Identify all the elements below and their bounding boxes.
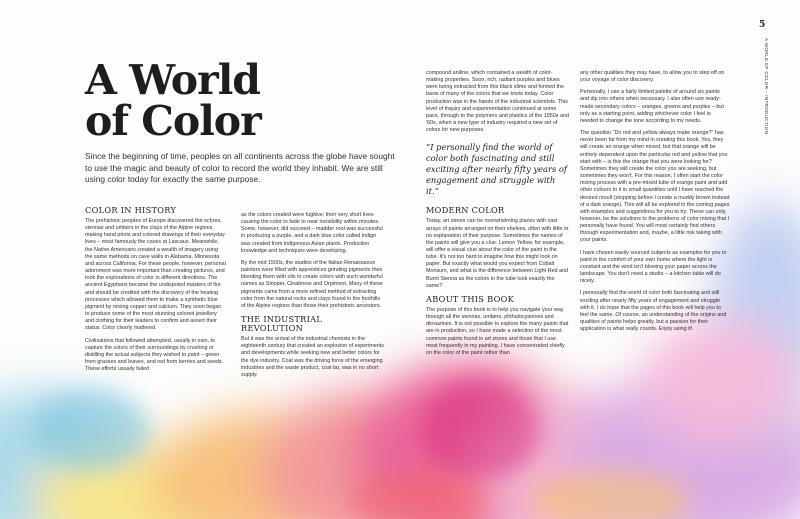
column-1 [85, 202, 227, 378]
running-head [762, 38, 770, 158]
heading-color-in-history: COLOR IN HISTORY [85, 205, 177, 215]
paragraph: But it was the arrival of the industrial chemists in the eighteenth century that created an explosion of experiments and developments while seeking new and better colors for the dye industry. Coal was the driving force of the emerging industries and the waste product, coal tar, was in no short supply. [241, 336, 384, 378]
title-line-1: A World [85, 56, 260, 104]
heading-modern-color: MODERN COLOR [426, 205, 505, 216]
paragraph: Today, art stores can be overwhelming places with vast arrays of paints arranged on their shelves, often with little or no explanation of their purpose. Sometimes the names of the paints will give you a clue: Lemon Yellow, for example, will offer a visual clue about the color of the paint in the tube. It's not too hard to imagine how this might look on paper. But exactly what would you expect from Cobalt Monsum, and what is the difference between Light Red and Burnt Sienna as the colors in the tube look exactly the same? [426, 218, 569, 289]
paragraph: The prehistoric peoples of Europe discovered the ochres, siennas and umbers in the clays of the Alpine regions, making hand prints and colored drawings of their everyday lives – most famously the caves at Lascaux. Meanwhile, the Native Americans created a wealth of imagery using the same methods on cave walls in Alabama, Minnesota and across California. For these people, however, personal adornment was more important than creating pictures, and took the explorations of color in different directions. The ancient Egyptians became the undisputed masters of fire and should be credited with the discovery of the heating processes which allowed them to make a synthetic blue pigment by mixing copper and calcium. They soon began to produce some of the most stunning colored jewellery and clothing for their leaders to confirm and assert their status. Color clearly mattered. [85, 218, 226, 332]
paragraph: The question “Do red and yellow always make orange?” has never been far from my mind in creating this book. Yes, they will create an orange when mixed, but that orange will be entirely dependent upon the particular red and yellow that you start with – is this the orange that you were looking for? Sometimes they will create the color you are seeking, but sometimes they won't. For this reason, I often start the color mixing process with a pre-mixed tube of orange paint and add other colours to it in small quantities until I have reached the desired result (stopping before I create a muddy brown instead of a dark orange). This will all be explored in the coming pages with examples and suggestions for you to try. These can only, however, be the solutions to the problems of color mixing that I personally have found. You will most certainly find others through experimentation and, maybe, a little risk taking with your paints. [580, 130, 730, 244]
column-3 [426, 70, 569, 362]
page-title [85, 56, 345, 145]
heading-about-this-book: ABOUT THIS BOOK [426, 293, 515, 304]
title-line-2: of Color [85, 97, 261, 145]
paragraph: as the colors created were fugitive; their very short lives causing the color to fade to near invisibility within minutes. Some, however, did succeed – madder root was successful in producing a purple, and a dark blue color called indigo was created from indigenous Asian plants. Production knowledge and techniques were developing. [241, 212, 383, 254]
running-head-text: A WORLD OF COLOR – INTRODUCTION [764, 38, 769, 135]
paragraph: By the mid 1500s, the studios of the Italian Renaissance painters were filled with apprentices grinding pigments then blending them with oils to create colors with such wonderful names as Sinoper, Cinabrese and Orpiment. Many of these pigments came from a more refined method of extracting color from the natural rocks and clays found in the foothills of the Alpine regions than those their prehistoric ancestors. [241, 259, 383, 309]
heading-industrial-revolution: THE INDUSTRIAL REVOLUTION [241, 314, 323, 334]
column-4 [580, 70, 730, 338]
paragraph: compound aniline, which contained a wealth of color-making properties. Soon, rich, radiant purples and blues were being extracted from this black slime and formed the basis of many of the colors that we know today. Color production was in the hands of the industrial scientists. This level of inquiry and experimentation continued at some pace, through to the polymers and plastics of the 1950s and '60s, when a new type of industry required a new set of colors for new purposes. [426, 70, 569, 134]
paragraph: The purpose of this book is to help you navigate your way through all the siennas, umbers, phthalocyanines and dioxazines. It is not possible to explore the many paints that are in production, so I have made a selection of the most common paints found in art stores and those that I use most frequently in my painting. I have concentrated chiefly on the color of the paint rather than [426, 306, 569, 356]
paragraph: Civilisations that followed attempted, usually in vain, to capture the colors of their surroundings by crushing or distilling the actual subjects they wished to paint – green from grasses and leaves, and red from berries and seeds. These efforts usually failed [85, 337, 224, 373]
paragraph: Personally, I use a fairly limited palette of around six paints and dip into others when necessary. I also often use ready-made secondary colors – oranges, greens and purples – but only as a starting point, adding whichever color I feel is needed to change the tone according to my needs. [580, 89, 724, 124]
intro-paragraph: Since the beginning of time, peoples on all continents across the globe have sought to use the magic and beauty of color to record the world they inhabit. We are still using color today for exactly the same purpose. [85, 151, 395, 185]
paragraph: I personally find the world of color both fascinating and still exciting after nearly fifty years of engagement and struggle with it. I do hope that the pages of this book will help you to feel the same. Of course, an understanding of the origins and qualities of paints helps greatly, but a passion for their application is what really counts. Enjoy using it! [580, 290, 727, 333]
paragraph: I have chosen easily sourced subjects as examples for you to paint in the comfort of your own home where the light is constant and the wind isn't blowing your paper across the landscape. You don't need a studio – a kitchen table will do nicely. [580, 249, 727, 285]
page-number: 5 [759, 20, 766, 30]
column-2 [241, 212, 386, 384]
pull-quote: “I personally find the world of color both fascinating and still exciting after nearly fifty years of engagement and struggle with it.” [426, 142, 567, 196]
paragraph: any other qualities they may have, to allow you to step off on your voyage of color discovery. [580, 70, 725, 84]
